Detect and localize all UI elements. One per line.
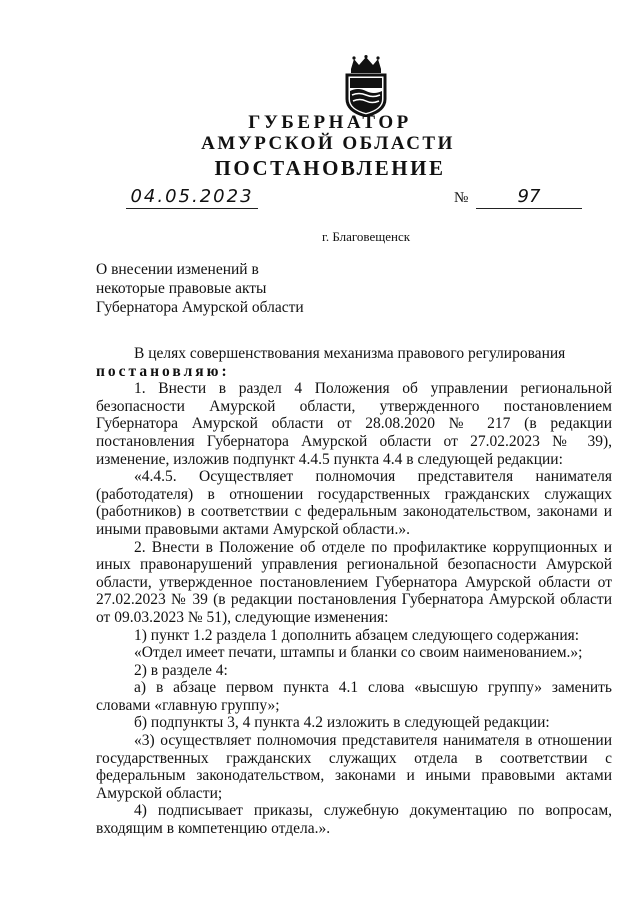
number-label: №: [454, 190, 469, 206]
document-subject: [96, 260, 304, 317]
document-number: 97: [476, 186, 582, 209]
coat-of-arms-icon: [341, 55, 391, 117]
paragraph: а) в абзаце первом пункта 4.1 слова «высшую группу» заменить словами «главную группу»;: [96, 679, 612, 714]
paragraph: «3) осуществляет полномочия представителя нанимателя в отношении государственных гражданских служащих отдела в соответствии с федеральным законодательством, законами и иными правовыми актами Амурской области;: [96, 732, 612, 802]
paragraph: 4) подписывает приказы, служебную документацию по вопросам, входящим в компетенцию отдела.».: [96, 802, 612, 838]
paragraph: «4.4.5. Осуществляет полномочия представителя нанимателя (работодателя) в отношении государственных гражданских служащих (работников) в соответствии с федеральным законодательством, законами и иными правовыми актами Амурской области.».: [96, 468, 612, 538]
resolve-word: постановляю:: [96, 362, 230, 380]
document-type: ПОСТАНОВЛЕНИЕ: [214, 156, 446, 180]
city: г. Благовещенск: [321, 229, 411, 244]
subject-line: О внесении изменений в: [96, 261, 259, 278]
paragraph: 1. Внести в раздел 4 Положения об управлении региональной безопасности Амурской области, утвержденного постановлением Губернатора Амурской области от 28.08.2020 № 217 (в редакции постановления Губернатора Амурской области от 27.02.2023 № 39), изменение, изложив подпункт 4.4.5 пункта 4.4 в следующей редакции:: [96, 380, 612, 468]
issuer-region: АМУРСКОЙ ОБЛАСТИ: [201, 133, 455, 154]
subject-line: некоторые правовые акты: [96, 280, 267, 297]
paragraph: «Отдел имеет печати, штампы и бланки со своим наименованием.»;: [134, 644, 583, 662]
paragraph: 2. Внести в Положение об отделе по профилактике коррупционных и иных правонарушений управления региональной безопасности Амурской области, утвержденное постановлением Губернатора Амурской области от 27.02.2023 № 39 (в редакции постановления Губернатора Амурской области от 09.03.2023 № 51), следующие изменения:: [96, 538, 612, 626]
paragraph: 2) в разделе 4:: [134, 661, 228, 679]
paragraph: 1) пункт 1.2 раздела 1 дополнить абзацем следующего содержания:: [134, 626, 580, 644]
issuer-title: ГУБЕРНАТОР: [248, 112, 412, 133]
subject-line: Губернатора Амурской области: [96, 299, 304, 316]
preamble: В целях совершенствования механизма правового регулирования: [134, 345, 566, 362]
document-body: [96, 345, 612, 838]
document-date: 04.05.2023: [126, 186, 258, 209]
paragraph: б) подпункты 3, 4 пункта 4.2 изложить в следующей редакции:: [134, 714, 550, 732]
